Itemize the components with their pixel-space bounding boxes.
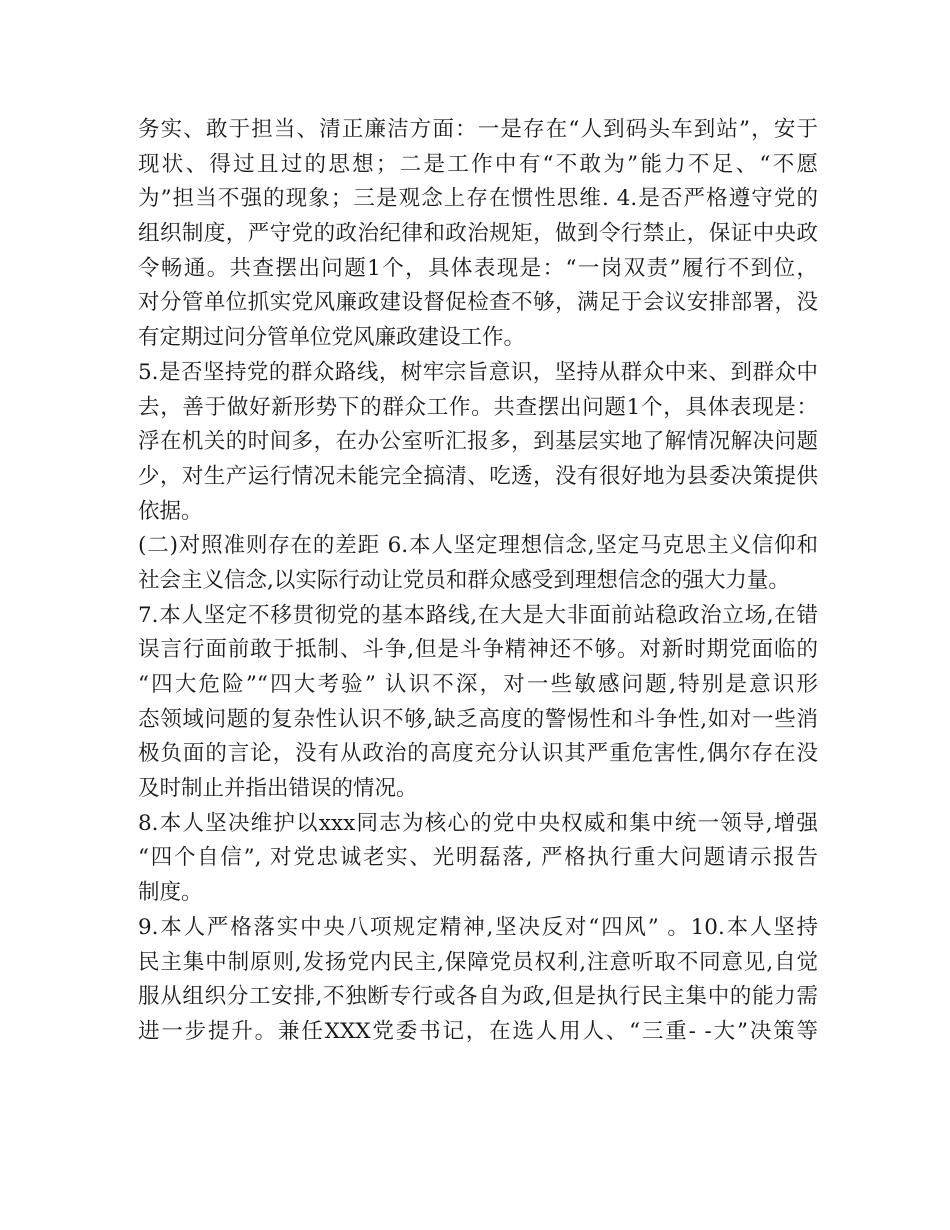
text-line: 令畅通。共查摆出问题1个，具体表现是：“一岗双责”履行不到位，: [138, 255, 818, 281]
text-line: 8.本人坚决维护以xxx同志为核心的党中央权威和集中统一领导,增强: [138, 810, 818, 836]
text-line: 少，对生产运行情况未能完全搞清、吃透，没有很好地为县委决策提供: [138, 463, 818, 489]
text-line: 浮在机关的时间多，在办公室听汇报多，到基层实地了解情况解决问题: [138, 429, 818, 455]
text-line: 极负面的言论，没有从政治的高度充分认识其严重危害性,偶尔存在没: [138, 741, 818, 767]
text-line: (二)对照准则存在的差距 6.本人坚定理想信念,坚定马克思主义信仰和: [138, 533, 818, 559]
text-line: 去，善于做好新形势下的群众工作。共查摆出问题1个，具体表现是：: [138, 394, 818, 420]
text-line: 态领域问题的复杂性认识不够,缺乏高度的警惕性和斗争性,如对一些消: [138, 706, 818, 732]
text-line: “四个自信”, 对党忠诚老实、光明磊落, 严格执行重大问题请示报告: [138, 845, 818, 871]
text-line: “四大危险”“四大考验” 认识不深，对一些敏感问题,特别是意识形: [138, 672, 818, 697]
text-line: 9.本人严格落实中央八项规定精神,坚决反对“四风” 。10.本人坚持: [138, 914, 818, 940]
text-line: 依据。: [138, 498, 203, 524]
text-line: 5.是否坚持党的群众路线，树牢宗旨意识，坚持从群众中来、到群众中: [138, 359, 818, 385]
text-line: 有定期过问分管单位党风廉政建设工作。: [138, 325, 526, 351]
text-line: 7.本人坚定不移贯彻党的基本路线,在大是大非面前站稳政治立场,在错: [138, 602, 818, 628]
text-line: 制度。: [138, 880, 203, 906]
text-line: 对分管单位抓实党风廉政建设督促检查不够，满足于会议安排部署，没: [138, 290, 818, 316]
body-text: [138, 113, 818, 1050]
text-line: 及时制止并指出错误的情况。: [138, 776, 418, 802]
text-line: 误言行面前敢于抵制、斗争,但是斗争精神还不够。对新时期党面临的: [138, 637, 818, 663]
text-line: 社会主义信念,以实际行动让党员和群众感受到理想信念的强大力量。: [138, 567, 790, 593]
text-line: 服从组织分工安排,不独断专行或各自为政,但是执行民主集中的能力需: [138, 984, 818, 1010]
text-line: 现状、得过且过的思想；二是工作中有“不敢为”能力不足、“不愿: [138, 151, 818, 177]
text-line: 务实、敢于担当、清正廉洁方面：一是存在“人到码头车到站”，安于: [138, 117, 818, 142]
text-line: 进一步提升。兼任XXX党委书记，在选人用人、“三重- -大”决策等: [138, 1018, 818, 1044]
text-line: 为”担当不强的现象；三是观念上存在惯性思维. 4.是否严格遵守党的: [138, 186, 818, 212]
text-line: 组织制度，严守党的政治纪律和政治规矩，做到令行禁止，保证中央政: [138, 221, 818, 247]
text-line: 民主集中制原则,发扬党内民主,保障党员权利,注意听取不同意见,自觉: [138, 949, 818, 975]
